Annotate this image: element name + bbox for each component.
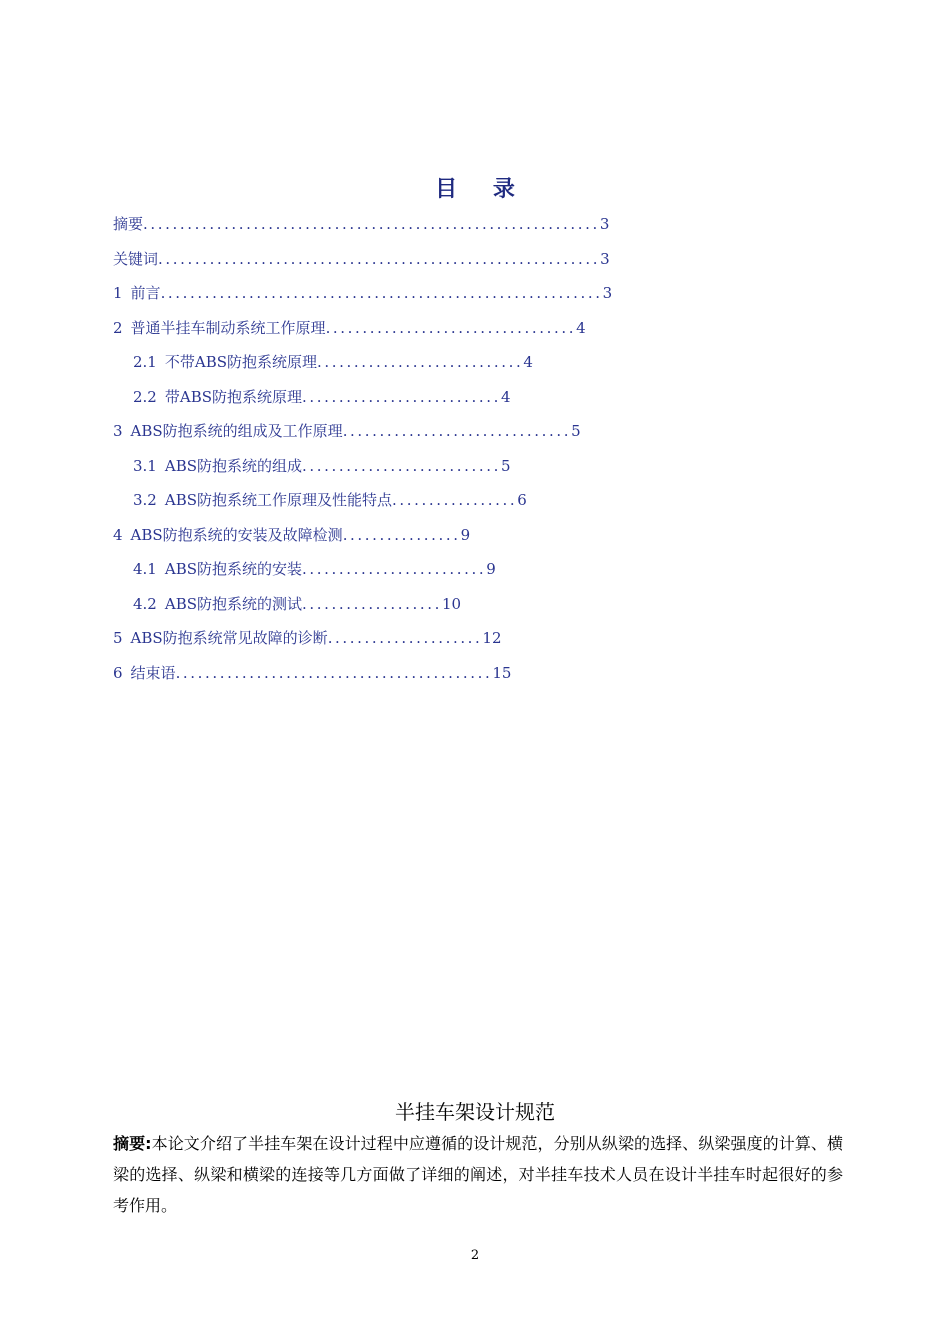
toc-entry-number: 3 bbox=[113, 422, 123, 440]
toc-entry-2-2[interactable] bbox=[113, 383, 813, 418]
toc-entry-1[interactable] bbox=[113, 279, 813, 314]
toc-entry-title: ABS防抱系统的安装 bbox=[164, 560, 302, 578]
toc-leader-dots: ............................................................ bbox=[160, 284, 603, 302]
toc-entry-title: 关键词 bbox=[113, 249, 159, 268]
toc-entry-abstract[interactable] bbox=[113, 210, 813, 245]
toc-leader-dots: ................ bbox=[342, 525, 461, 544]
toc-entry-number: 4.2 bbox=[133, 594, 157, 613]
toc-leader-dots: ................... bbox=[302, 594, 442, 613]
toc-entry-title: ABS防抱系统的测试 bbox=[164, 594, 302, 613]
toc-entry-4-2[interactable] bbox=[113, 590, 813, 625]
toc-title: 目 录 bbox=[435, 177, 529, 202]
toc-entry-number: 3.2 bbox=[133, 491, 157, 509]
toc-entry-page: 3 bbox=[599, 215, 610, 233]
abstract-paragraph bbox=[113, 1128, 843, 1221]
toc-entry-number: 2.2 bbox=[133, 387, 157, 406]
toc-entry-number: 4 bbox=[113, 525, 123, 544]
toc-leader-dots: ..................... bbox=[327, 629, 483, 647]
toc-entry-6[interactable] bbox=[113, 659, 813, 694]
document-title: 半挂车架设计规范 bbox=[395, 1100, 555, 1124]
abstract-text: 本论文介绍了半挂车架在设计过程中应遵循的设计规范，分别从纵梁的选择、纵梁强度的计算、横梁的选择、纵梁和横梁的连接等几方面做了详细的阐述，对半挂车技术人员在设计半挂车时起很好的参考作用。 bbox=[113, 1134, 843, 1215]
toc-entry-3-2[interactable] bbox=[113, 486, 813, 521]
toc-entry-title: ABS防抱系统工作原理及性能特点 bbox=[164, 491, 392, 509]
toc-entry-number: 3.1 bbox=[133, 456, 157, 475]
toc-leader-dots: ............................................................ bbox=[158, 249, 601, 268]
toc-entry-page: 4 bbox=[523, 353, 533, 371]
toc-entry-title: ABS防抱系统常见故障的诊断 bbox=[130, 629, 328, 647]
toc-entry-page: 9 bbox=[460, 525, 471, 544]
toc-entry-4-1[interactable] bbox=[113, 555, 813, 590]
toc-entry-page: 12 bbox=[482, 629, 502, 647]
toc-entry-4[interactable] bbox=[113, 521, 813, 556]
toc-leader-dots: .................................. bbox=[325, 318, 577, 337]
toc-entry-title: 结束语 bbox=[130, 663, 176, 682]
toc-entry-number: 2 bbox=[113, 318, 123, 337]
toc-entry-page: 4 bbox=[576, 318, 586, 337]
toc-entry-3-1[interactable] bbox=[113, 452, 813, 487]
toc-entry-page: 9 bbox=[486, 560, 496, 578]
toc-entry-title: 普通半挂车制动系统工作原理 bbox=[130, 318, 326, 337]
toc-leader-dots: .............................................................. bbox=[143, 215, 600, 233]
toc-entry-page: 5 bbox=[571, 422, 581, 440]
toc-leader-dots: ........................... bbox=[302, 456, 501, 475]
toc-entry-keywords[interactable] bbox=[113, 245, 813, 280]
toc-entry-2-1[interactable] bbox=[113, 348, 813, 383]
toc-entry-title: ABS防抱系统的组成 bbox=[164, 456, 302, 475]
page-number: 2 bbox=[470, 1248, 480, 1263]
toc-entry-page: 6 bbox=[517, 491, 527, 509]
table-of-contents bbox=[113, 210, 813, 693]
toc-leader-dots: ............................... bbox=[342, 422, 572, 440]
toc-leader-dots: ............................ bbox=[317, 353, 524, 371]
toc-entry-page: 3 bbox=[602, 284, 613, 302]
toc-entry-number: 6 bbox=[113, 663, 123, 682]
toc-entry-3[interactable] bbox=[113, 417, 813, 452]
toc-entry-title: 带ABS防抱系统原理 bbox=[164, 387, 302, 406]
toc-entry-title: 前言 bbox=[130, 284, 161, 302]
toc-entry-2[interactable] bbox=[113, 314, 813, 349]
toc-entry-title: ABS防抱系统的安装及故障检测 bbox=[130, 525, 343, 544]
toc-entry-page: 3 bbox=[600, 249, 610, 268]
toc-entry-5[interactable] bbox=[113, 624, 813, 659]
toc-leader-dots: ................. bbox=[392, 491, 518, 509]
toc-entry-page: 15 bbox=[492, 663, 512, 682]
toc-entry-number: 2.1 bbox=[133, 353, 157, 371]
toc-entry-page: 5 bbox=[500, 456, 511, 475]
toc-leader-dots: ........................................... bbox=[175, 663, 493, 682]
abstract-label: 摘要: bbox=[113, 1134, 152, 1153]
toc-leader-dots: ......................... bbox=[302, 560, 487, 578]
toc-entry-title: 摘要 bbox=[113, 215, 144, 233]
toc-entry-number: 5 bbox=[113, 629, 123, 647]
toc-entry-number: 4.1 bbox=[133, 560, 157, 578]
toc-entry-page: 10 bbox=[442, 594, 462, 613]
toc-entry-page: 4 bbox=[500, 387, 511, 406]
toc-entry-title: ABS防抱系统的组成及工作原理 bbox=[130, 422, 343, 440]
toc-entry-number: 1 bbox=[113, 284, 123, 302]
toc-leader-dots: ........................... bbox=[302, 387, 501, 406]
toc-entry-title: 不带ABS防抱系统原理 bbox=[164, 353, 317, 371]
